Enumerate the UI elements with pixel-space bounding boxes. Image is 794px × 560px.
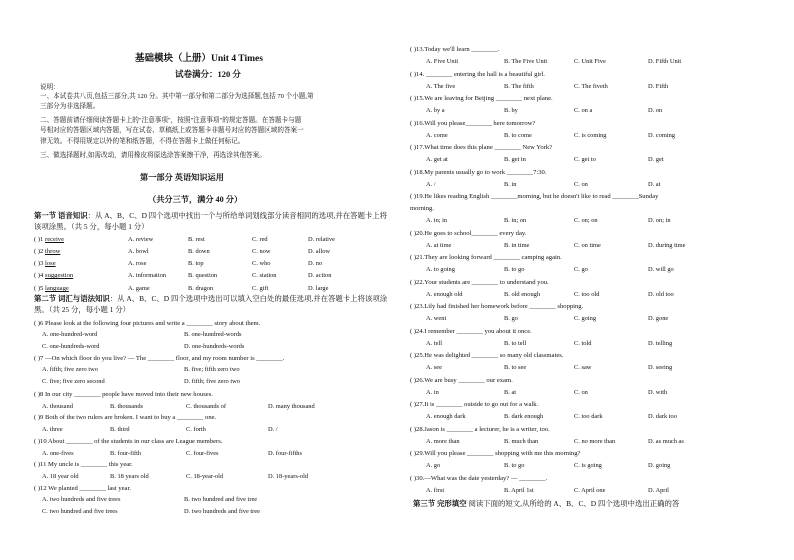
answer-option: A. by a <box>426 107 445 114</box>
answer-option: C. no more than <box>574 437 616 445</box>
answer-option: C. forth <box>186 426 206 433</box>
answer-option: B. rest <box>188 236 205 243</box>
answer-option: A. bowl <box>128 248 149 255</box>
answer-option: D. no <box>308 260 323 267</box>
question-stem: ( )27.It is ________ outside to go out for a walk. <box>410 401 539 408</box>
section2-heading: 第二节 词汇与语法知识 <box>34 294 110 303</box>
question-stem: ( )25.He was delighted ________ so many old classmates. <box>410 352 564 359</box>
answer-option: D. many thousand <box>268 403 315 410</box>
answer-option: A. first <box>426 486 445 494</box>
answer-option: B. get in <box>504 156 526 163</box>
answer-option: D. four-fifths <box>268 450 302 457</box>
question-stem: ( )9 Both of the two rulers are broken. I want to buy a ________ one. <box>34 414 217 421</box>
answer-option: A. enough dark <box>426 413 466 420</box>
question-stem: ( )26.We are busy ________ our exam. <box>410 376 513 384</box>
page-title: 基础模块（上册）Unit 4 Times <box>135 54 263 64</box>
answer-option: C. five; five zero second <box>42 378 105 385</box>
answer-option: C. two hundred and five trees <box>42 508 118 515</box>
answer-option: A. more than <box>426 437 460 445</box>
answer-option: D. get <box>648 156 664 163</box>
answer-option: A. game <box>128 285 150 292</box>
score-line: 试卷满分：120 分 <box>175 69 241 79</box>
section1-instruction: 第一节 语音知识：从 A、B、C、D 四个选项中找出一个与所给单词划线部分读音相同的选项,并在答题卡上将该项涂黑。（共 5 分，每小题 1 分） <box>34 211 388 231</box>
answer-option: A. tell <box>426 339 442 347</box>
answer-option: D. large <box>308 285 329 292</box>
answer-option: A. fifth; five zero two <box>42 366 98 373</box>
question-stem: ( )12 We planted ________ last year. <box>34 485 131 492</box>
answer-option: B. to come <box>504 131 532 139</box>
question-stem: ( )15.We are leaving for Beijing ________ next plane. <box>410 95 553 102</box>
answer-option: A. see <box>426 364 442 371</box>
answer-option: C. on; on <box>574 217 598 224</box>
question-row: ( )4 suggestion <box>34 272 74 279</box>
question-stem: ( )13.Today we'll learn ________. <box>410 46 500 53</box>
answer-option: C. saw <box>574 364 592 371</box>
section3-heading: 第三节 完形填空 <box>413 499 467 508</box>
notes-heading: 说明： <box>40 84 60 91</box>
section3-instruction: 第三节 完形填空 阅读下面的短文,从所给的 A、B、C、D 四个选项中选出正确的答 <box>413 499 680 508</box>
answer-option: A. thousand <box>42 403 73 410</box>
answer-option: D. two hundreds and five tree <box>184 508 260 515</box>
answer-option: C. too dark <box>574 413 603 420</box>
answer-option: A. went <box>426 315 447 322</box>
question-row: ( )5 language <box>34 285 69 292</box>
answer-option: A. information <box>128 272 166 279</box>
note-line: 三、做选择题时,如需改动，请用橡皮将原选涂答案擦干净，再选涂其他答案。 <box>40 152 266 159</box>
answer-option: D. April <box>648 486 669 494</box>
answer-option: C. who <box>252 260 271 267</box>
answer-option: A. in; in <box>426 217 448 224</box>
answer-option: D. on <box>648 107 663 114</box>
answer-option: D. dark too <box>648 413 677 420</box>
question-stem: ( )14. ________ entering the hall is a beautiful girl. <box>410 70 545 78</box>
answer-option: A. at time <box>426 241 452 249</box>
answer-option: D. old too <box>648 290 674 298</box>
answer-option: D. 18-years-old <box>268 473 309 480</box>
answer-option: B. one-hundred-words <box>184 331 242 338</box>
question-stem: ( )17.What time does this plane ________ New York? <box>410 144 553 151</box>
answer-option: B. top <box>188 260 204 267</box>
answer-option: B. The fifth <box>504 82 534 90</box>
answer-option: A. one-hundred-word <box>42 331 98 338</box>
answer-option: D. Fifth Unit <box>648 58 682 65</box>
answer-option: D. fifth; five zero two <box>184 378 240 385</box>
answer-option: C. April one <box>574 486 606 494</box>
answer-option: A. enough old <box>426 290 463 298</box>
answer-option: B. old enough <box>504 290 541 298</box>
answer-option: A. / <box>426 180 436 188</box>
answer-option: D. at <box>648 180 661 188</box>
answer-option: C. on time <box>574 241 601 249</box>
answer-option: B. two hundred and five tree <box>184 496 258 503</box>
answer-option: A. two hundreds and five trees <box>42 496 121 503</box>
section2-instruction: 第二节 词汇与语法知识：从 A、B、C、D 四个选项中选出可以填入空白处的最佳选项,并在答题卡上将该项涂黑。（共 25 分，每小题 1 分） <box>34 294 388 314</box>
answer-option: C. too old <box>574 290 600 298</box>
answer-option: C. on <box>574 388 588 396</box>
question-stem: ( )20.He goes to school________ every day. <box>410 229 527 237</box>
answer-option: B. down <box>188 248 210 255</box>
part1-subtitle: （共分三节，满分 40 分） <box>148 195 243 204</box>
answer-option: B. in time <box>504 241 530 249</box>
question-row: ( )3 lose <box>34 260 56 267</box>
note-line: 号相对应的答题区域内答题，写在试卷、草稿纸上或答题卡非题号对应的答题区域的答案一 <box>40 127 304 134</box>
answer-option: B. thousands <box>110 403 144 410</box>
question-stem: ( )19.He likes reading English ________morning, but he doesn't like to read ________Sunday <box>410 193 659 200</box>
answer-option: C. on <box>574 180 588 188</box>
answer-option: B. The Five Unit <box>504 58 548 65</box>
question-stem: ( )24.I remember ________ you about it once. <box>410 327 532 335</box>
answer-option: D. telling <box>648 339 673 347</box>
question-stem: ( )29.Will you please ________ shopping with me this morning? <box>410 450 581 457</box>
answer-option: A. one-fives <box>42 450 74 457</box>
note-line: 律无效。不得用规定以外的笔和纸答题，不得在答题卡上做任何标记。 <box>40 138 245 145</box>
answer-option: A. come <box>426 131 448 139</box>
answer-option: B. question <box>188 272 218 279</box>
answer-option: A. in <box>426 388 439 396</box>
question-stem: ( )21.They are looking forward ________ camping again. <box>410 254 562 261</box>
answer-option: C. Unit Five <box>574 58 606 65</box>
answer-option: D. will go <box>648 266 674 273</box>
answer-option: D. with <box>648 388 668 396</box>
question-stem: ( )23.Lily had finished her homework before ________ shopping. <box>410 303 584 310</box>
answer-option: B. third <box>110 426 130 433</box>
answer-option: C. is going <box>574 462 602 469</box>
question-stem: ( )7 —On which floor do you live? — The ________ floor, and my room number is ________. <box>34 355 285 362</box>
answer-option: C. told <box>574 339 592 347</box>
question-stem: ( )30.—What was the date yesterday? — ________. <box>410 474 548 482</box>
answer-option: B. to see <box>504 364 527 371</box>
answer-option: A. to going <box>426 266 455 273</box>
answer-option: C. thousands of <box>186 403 226 410</box>
question-row: ( )2 throw <box>34 248 61 255</box>
answer-option: B. dark enough <box>504 413 544 420</box>
answer-option: D. gone <box>648 315 669 322</box>
section1-heading: 第一节 语音知识 <box>34 211 88 220</box>
answer-option: B. four-fifth <box>110 450 142 457</box>
answer-option: B. at <box>504 388 517 396</box>
answer-option: A. get at <box>426 156 448 163</box>
answer-option: B. April 1st <box>504 486 534 494</box>
answer-option: C. The fiveth <box>574 82 608 90</box>
answer-option: C. station <box>252 272 277 279</box>
note-line: 一、本试卷共八页,包括三部分,共 120 分。其中第一部分和第二部分为选择题,包括 70 个小题,第 <box>40 93 314 100</box>
note-line: 二、答题前请仔细阅读答题卡上的"注意事项"，按照"注意事项"的规定答题。在答题卡与题 <box>40 117 302 124</box>
answer-option: B. to go <box>504 462 525 469</box>
answer-option: B. go <box>504 315 518 322</box>
answer-option: B. dragon <box>188 285 214 292</box>
answer-option: C. is coming <box>574 131 607 139</box>
answer-option: C. four-fives <box>186 450 219 457</box>
answer-option: C. now <box>252 248 271 255</box>
answer-option: A. The five <box>426 82 456 90</box>
question-stem: ( )11 My uncle is ________ this year. <box>34 461 133 468</box>
question-stem: ( )16.Will you please________ here tomorrow? <box>410 119 536 127</box>
answer-option: C. 18-year-old <box>186 473 224 480</box>
question-stem: ( )8 In our city ________ people have moved into their new houses. <box>34 391 213 398</box>
answer-option: C. one-hundreds-word <box>42 343 100 350</box>
answer-option: D. as much as <box>648 437 684 445</box>
answer-option: A. review <box>128 236 154 243</box>
answer-option: C. on a <box>574 107 593 114</box>
answer-option: D. during time <box>648 241 686 249</box>
question-stem: ( )6 Please look at the following four pictures and write a ________ story about them. <box>34 320 261 327</box>
answer-option: D. on; in <box>648 217 671 224</box>
part1-title: 第一部分 英语知识运用 <box>140 173 224 182</box>
answer-option: A. 18 year old <box>42 473 79 480</box>
answer-option: D. coming <box>648 131 675 139</box>
question-stem: ( )28.Jason is ________ a lecturer, he is a writer, too. <box>410 425 550 433</box>
question-stem: ( )18.My parents usually go to work ________7:30. <box>410 168 547 176</box>
answer-option: B. to tell <box>504 339 527 347</box>
note-line: 三部分为非选择题。 <box>40 103 100 110</box>
answer-option: C. go <box>574 266 588 273</box>
answer-option: C. red <box>252 236 268 243</box>
answer-option: C. get to <box>574 156 596 163</box>
answer-option: A. Five Unit <box>426 58 459 65</box>
answer-option: D. seeing <box>648 364 673 371</box>
answer-option: B. 18 years old <box>110 473 149 480</box>
answer-option: D. allow <box>308 248 331 255</box>
answer-option: C. gift <box>252 285 269 292</box>
answer-option: B. five; fifth zero two <box>184 366 240 373</box>
answer-option: A. go <box>426 462 441 469</box>
question-stem: ( )10 About ________ of the students in our class are League members. <box>34 438 223 445</box>
answer-option: B. in <box>504 180 517 188</box>
answer-option: C. going <box>574 315 597 322</box>
question-row: ( )1 receive <box>34 236 65 243</box>
question-stem: ( )22.Your students are ________ to understand you. <box>410 278 549 286</box>
question-stem-continued: morning. <box>410 205 434 212</box>
answer-option: B. in; on <box>504 217 527 224</box>
answer-option: D. one-hundreds-words <box>184 343 245 350</box>
answer-option: D. going <box>648 462 671 469</box>
answer-option: B. by <box>504 107 518 114</box>
answer-option: A. rose <box>128 260 147 267</box>
answer-option: D. relative <box>308 236 335 243</box>
answer-option: D. / <box>268 426 278 433</box>
answer-option: D. Fifth <box>648 82 669 90</box>
answer-option: B. to go <box>504 266 525 273</box>
answer-option: D. action <box>308 272 332 279</box>
answer-option: B. much than <box>504 437 539 445</box>
answer-option: A. three <box>42 426 63 433</box>
